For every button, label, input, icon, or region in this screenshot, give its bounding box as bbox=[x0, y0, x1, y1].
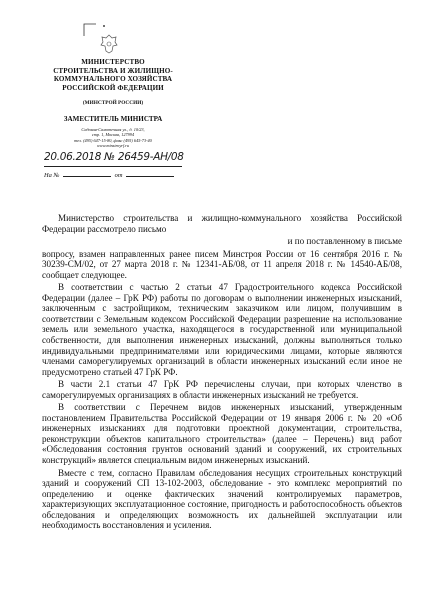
address-line: www.minstroyrf.ru bbox=[97, 143, 129, 149]
reference-prefix: На № bbox=[44, 172, 60, 179]
ministry-address bbox=[44, 127, 182, 149]
reference-from: от bbox=[114, 172, 123, 179]
ministry-line: СТРОИТЕЛЬСТВА И ЖИЛИЩНО- bbox=[53, 66, 173, 75]
intro-line-continued: и по поставленному в письме bbox=[287, 236, 402, 247]
ministry-name bbox=[44, 58, 182, 92]
reference-number-blank bbox=[63, 176, 111, 177]
letter-body bbox=[42, 213, 402, 533]
paragraph: Вместе с тем, согласно Правилам обследования несущих строительных конструкций зданий и сооружений СП 13-102-2003, обследование - это комплекс мероприятий по определению и оценке фактических значений контролируемых параметров, характеризующих эксплуатационное состояние, пригодность и работоспособность объектов обследования и определяющих возможность их дальнейшей эксплуатации или необходимость восстановления и усиления. bbox=[42, 467, 402, 531]
paragraph: В части 2.1 статьи 47 ГрК РФ перечислены случаи, при которых членство в саморегулируемых организациях в области инженерных изысканий не требуется. bbox=[42, 379, 402, 400]
registration-underline bbox=[44, 166, 182, 167]
coat-of-arms-icon bbox=[100, 34, 118, 54]
paragraph: В соответствии с Перечнем видов инженерных изысканий, утвержденным постановлением Правительства Российской Федерации от 19 января 2006 г. № 20 «Об инженерных изысканиях для подготовки проектной документации, строительства, реконструкции объектов капитального строительства» (далее – Перечень) вид работ «Обследования состояния грунтов оснований зданий и сооружений, их строительных конструкций» является специальным видом инженерных изысканий. bbox=[42, 402, 402, 466]
paragraph: В соответствии с частью 2 статьи 47 Градостроительного кодекса Российской Федерации (далее – ГрК РФ) работы по договорам о выполнении инженерных изысканий, заключенным с застройщиком, техническим заказчиком или лицом, получившим в соответствии с Земельным кодексом Российской Федерации разрешение на использование земель или земельного участка, находящегося в государственной или муниципальной собственности, для выполнения инженерных изысканий, должны выполняться только индивидуальными предпринимателями или юридическими лицами, которые являются членами саморегулируемых организаций в области инженерных изысканий если иное не предусмотрено статьей 47 ГрК РФ. bbox=[42, 282, 402, 377]
address-line: стр. 1, Москва, 127994 bbox=[91, 132, 135, 138]
intro-line-end: вопросу, взамен направленных ранее писем Минстроя России от 16 сентября 2016 г. № 30239-СМ/02, от 27 марта 2018 г. № 12341-АБ/08, от 11 апреля 2018 г. № 14540-АБ/08, сообщает следующее. bbox=[42, 248, 402, 280]
reference-date-blank bbox=[126, 176, 174, 177]
ministry-abbreviation: (МИНСТРОЙ РОССИИ) bbox=[82, 100, 144, 106]
reference-line bbox=[44, 172, 214, 179]
registration-number: 20.06.2018 № 26459-АН/08 bbox=[44, 151, 184, 163]
ministry-line: РОССИЙСКОЙ ФЕДЕРАЦИИ bbox=[62, 83, 164, 92]
address-line: тел. (495) 647-15-80, факс (495) 645-73-40 bbox=[74, 137, 152, 143]
ministry-line: КОММУНАЛЬНОГО ХОЗЯЙСТВА bbox=[53, 75, 173, 84]
ministry-line: МИНИСТЕРСТВО bbox=[81, 58, 145, 66]
intro-line: Министерство строительства и жилищно-коммунального хозяйства Российской Федерации рассмотрело письмо bbox=[42, 213, 402, 234]
address-line: Садовая-Самотечная ул., д. 10/23, bbox=[81, 127, 145, 132]
sender-position: ЗАМЕСТИТЕЛЬ МИНИСТРА bbox=[63, 115, 163, 123]
